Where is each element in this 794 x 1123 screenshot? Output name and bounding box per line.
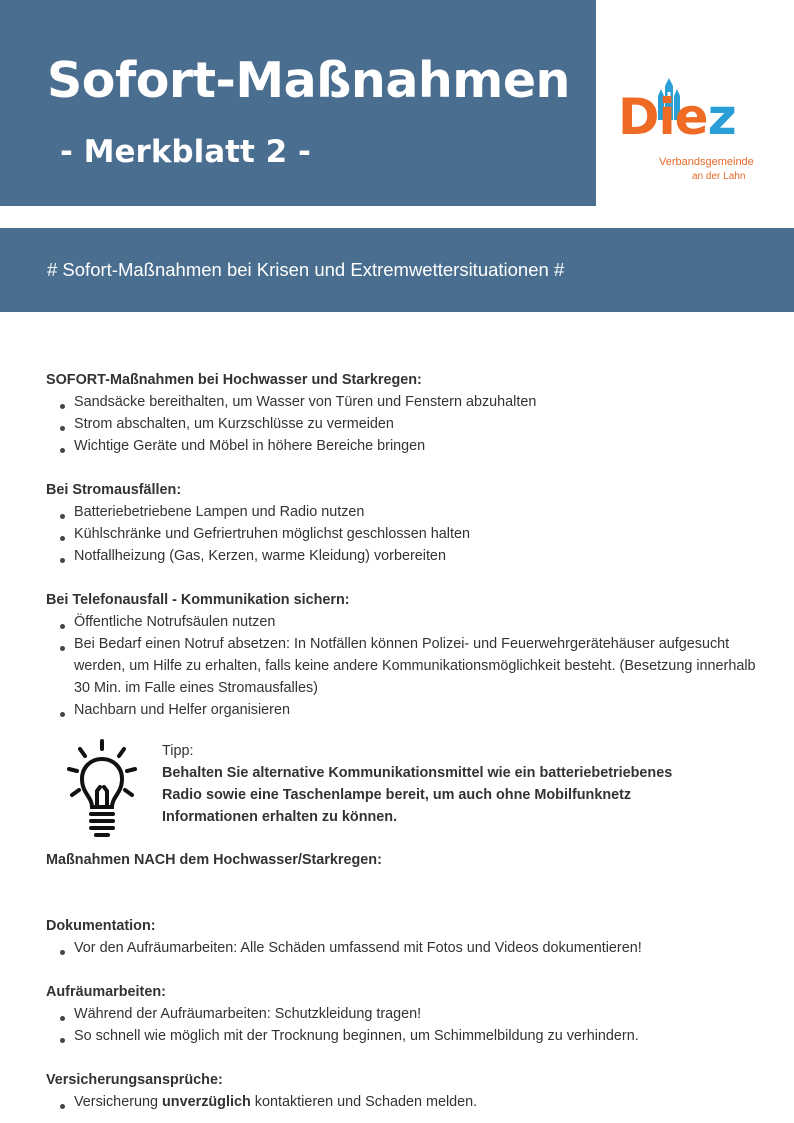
tip-label: Tipp: — [162, 743, 194, 759]
lightbulb-icon — [66, 739, 138, 839]
logo-line-2: an der Lahn — [692, 171, 746, 182]
tip-text — [162, 740, 762, 828]
list-item: Vor den Aufräumarbeiten: Alle Schäden umfassend mit Fotos und Videos dokumentieren! — [46, 937, 766, 959]
diez-logo — [612, 78, 752, 188]
list-item: Nachbarn und Helfer organisieren — [46, 699, 766, 721]
list-item: Öffentliche Notrufsäulen nutzen — [46, 611, 766, 633]
header-box — [0, 0, 596, 206]
logo-wordmark: Diez — [618, 88, 736, 146]
list-hochwasser — [46, 391, 766, 457]
list-item: Versicherung unverzüglich kontaktieren und Schaden melden. — [46, 1091, 766, 1113]
heading-hochwasser: SOFORT-Maßnahmen bei Hochwasser und Starkregen: — [46, 372, 422, 388]
list-versicherung — [46, 1091, 766, 1113]
heading-telefon: Bei Telefonausfall - Kommunikation sichern: — [46, 592, 350, 608]
content — [46, 369, 766, 1113]
list-item: Notfallheizung (Gas, Kerzen, warme Kleidung) vorbereiten — [46, 545, 766, 567]
heading-strom: Bei Stromausfällen: — [46, 482, 182, 498]
list-dokumentation — [46, 937, 766, 959]
list-item: Strom abschalten, um Kurzschlüsse zu vermeiden — [46, 413, 766, 435]
tip-box — [46, 741, 766, 849]
heading-versicherung: Versicherungsansprüche: — [46, 1072, 223, 1088]
list-item: Kühlschränke und Gefriertruhen möglichst geschlossen halten — [46, 523, 766, 545]
heading-dokumentation: Dokumentation: — [46, 918, 156, 934]
heading-aufraeumen: Aufräumarbeiten: — [46, 984, 166, 1000]
section-banner — [0, 228, 794, 312]
list-item: So schnell wie möglich mit der Trocknung beginnen, um Schimmelbildung zu verhindern. — [46, 1025, 766, 1047]
list-item: Sandsäcke bereithalten, um Wasser von Türen und Fenstern abzuhalten — [46, 391, 766, 413]
list-strom — [46, 501, 766, 567]
list-item: Bei Bedarf einen Notruf absetzen: In Notfällen können Polizei- und Feuerwehrgerätehäuser aufgesucht werden, um Hilfe zu erhalten, falls keine andere Kommunikationsmöglichkeit besteht. (Besetzung innerhalb 30 Min. im Falle eines Stromausfalles) — [46, 633, 766, 699]
banner-text: # Sofort-Maßnahmen bei Krisen und Extremwettersituationen # — [47, 259, 565, 280]
tip-line: Informationen erhalten zu können. — [162, 809, 398, 825]
list-item: Batteriebetriebene Lampen und Radio nutzen — [46, 501, 766, 523]
tip-line: Radio sowie eine Taschenlampe bereit, um auch ohne Mobilfunknetz — [162, 787, 632, 803]
tip-line: Behalten Sie alternative Kommunikationsmittel wie ein batteriebetriebenes — [162, 765, 673, 781]
logo-line-1: Verbandsgemeinde — [659, 156, 754, 168]
list-aufraeumen — [46, 1003, 766, 1047]
list-item: Wichtige Geräte und Möbel in höhere Bereiche bringen — [46, 435, 766, 457]
heading-nach: Maßnahmen NACH dem Hochwasser/Starkregen: — [46, 852, 382, 868]
page-subtitle: - Merkblatt 2 - — [60, 134, 311, 170]
list-telefon — [46, 611, 766, 721]
page-title: Sofort-Maßnahmen — [47, 52, 570, 109]
list-item: Während der Aufräumarbeiten: Schutzkleidung tragen! — [46, 1003, 766, 1025]
